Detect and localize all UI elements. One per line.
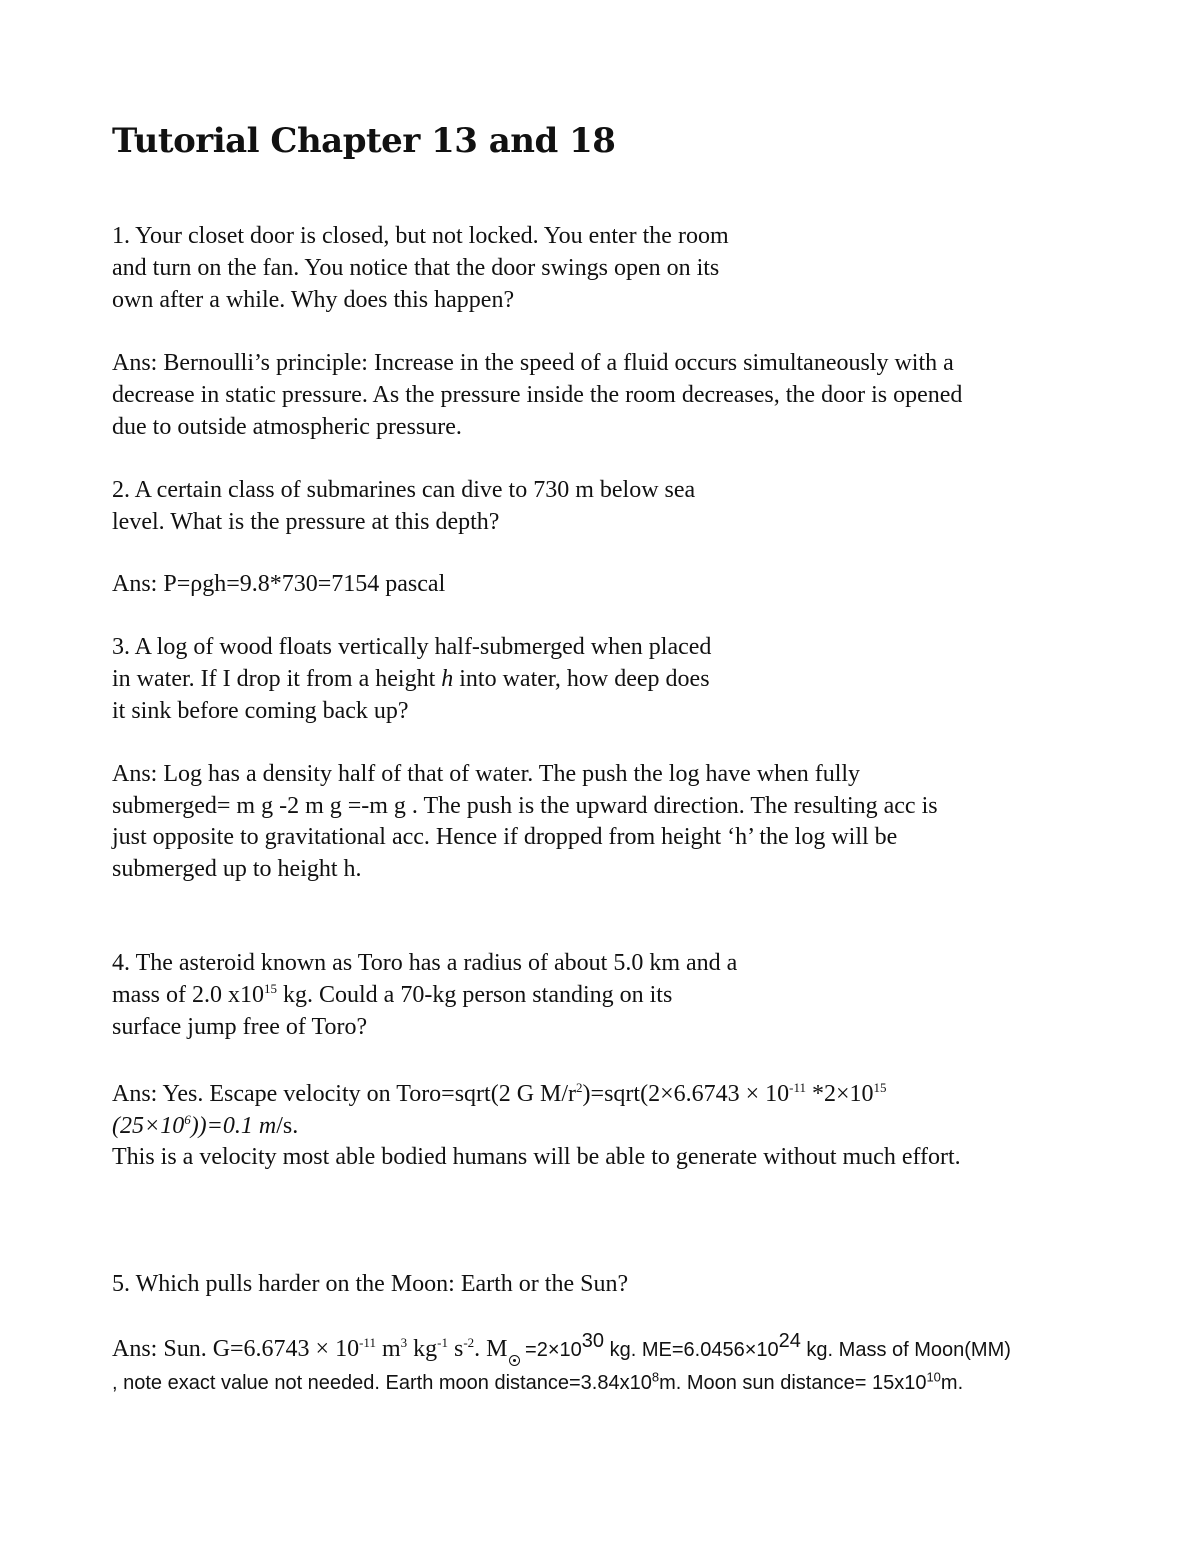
answer-1-line-2: decrease in static pressure. As the pressure inside the room decreases, the door is opened — [112, 382, 963, 408]
answer-3-line-4: submerged up to height h. — [112, 856, 362, 882]
answer-1-line-1: Ans: Bernoulli’s principle: Increase in the speed of a fluid occurs simultaneously with a — [112, 350, 954, 376]
question-1-line-1: 1. Your closet door is closed, but not locked. You enter the room — [112, 223, 729, 249]
question-4-line-2: mass of 2.0 $x10^{15}$ kg. Could a 70-kg person standing on its — [112, 981, 673, 1008]
document-title: Tutorial Chapter 13 and 18 — [112, 121, 616, 161]
answer-2-line-1: Ans: P=ρgh=9.8*730=7154 pascal — [112, 571, 446, 597]
question-2-line-1: 2. A certain class of submarines can dive to 730 m below sea — [112, 477, 696, 503]
question-1-line-3: own after a while. Why does this happen? — [112, 287, 515, 313]
question-3-line-2: in water. If I drop it from a height h into water, how deep does — [112, 666, 710, 692]
question-4-line-3: surface jump free of Toro? — [112, 1014, 368, 1040]
answer-3-line-2: submerged= m g -2 m g =-m g . The push is the upward direction. The resulting acc is — [112, 793, 938, 819]
question-5-line-1: 5. Which pulls harder on the Moon: Earth or the Sun? — [112, 1271, 629, 1297]
question-3-line-3: it sink before coming back up? — [112, 698, 409, 724]
answer-4-line-1: Ans: Yes. Escape velocity on Toro=sqrt(2 G $M/r^2)=sqrt(2\times 6.6743 \times 10^{-11}$ $*2\times 10^{15}$ — [112, 1080, 887, 1107]
question-3-line-1: 3. A log of wood floats vertically half-submerged when placed — [112, 634, 712, 660]
answer-4-line-3: This is a velocity most able bodied humans will be able to generate without much effort. — [112, 1144, 961, 1170]
answer-4-line-2: $(25\times 10^6))=0.1$ m/s. — [112, 1112, 299, 1139]
question-4-line-1: 4. The asteroid known as Toro has a radius of about 5.0 km and a — [112, 950, 738, 976]
variable-h: h — [441, 666, 454, 692]
answer-1-line-3: due to outside atmospheric pressure. — [112, 414, 462, 440]
answer-5-line-2: , note exact value not needed. Earth moon $distance=3.84x10^8m$. Moon sun distance= $15x10^{10}m$. — [112, 1369, 964, 1394]
answer-3-line-1: Ans: Log has a density half of that of water. The push the log have when fully — [112, 761, 861, 787]
answer-3-line-3: just opposite to gravitational acc. Hence if dropped from height ‘h’ the log will be — [112, 824, 898, 850]
question-1-line-2: and turn on the fan. You notice that the door swings open on its — [112, 255, 720, 281]
answer-5-line-1: Ans: Sun. $G=6.6743 \times 10^{-11}$ $m^3$ $kg^{-1}$ $s^{-2}$. $M =2\times 10^{30}$ kg. $ME=6.0456\times 10^{24}$ kg. Mass of Moon(MM) — [112, 1333, 1011, 1366]
question-2-line-2: level. What is the pressure at this depth? — [112, 509, 500, 535]
sun-symbol-icon — [509, 1355, 520, 1366]
